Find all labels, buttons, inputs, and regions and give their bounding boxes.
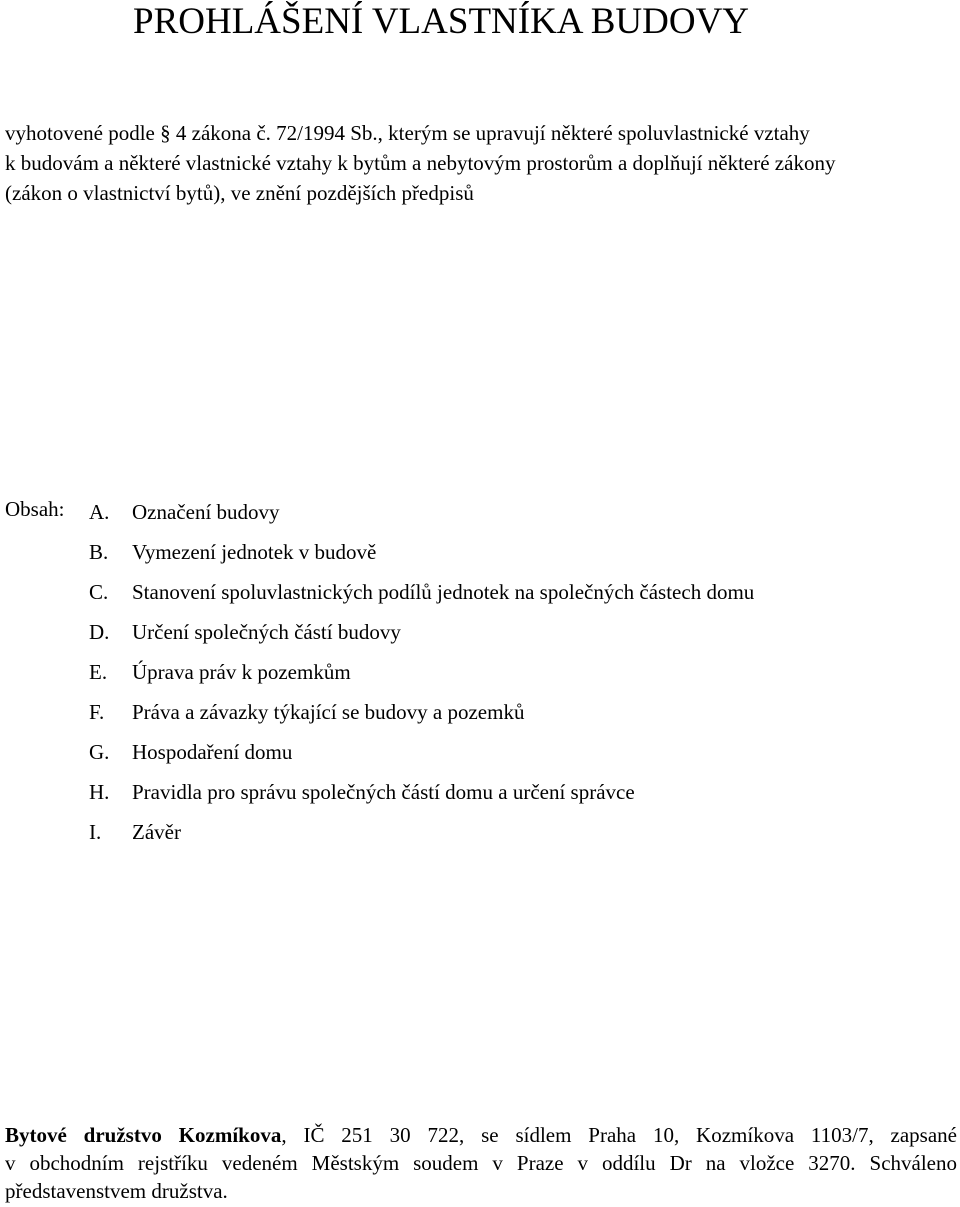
toc-text: Označení budovy [132,500,280,524]
toc-letter: E. [89,660,108,684]
toc-item-e [89,652,754,692]
cooperative-name: Bytové družstvo Kozmíkova [5,1123,282,1147]
footer-line-1 [5,1121,957,1149]
toc-item-i [89,812,754,852]
footer-line-3: představenstvem družstva. [5,1179,228,1203]
toc-item-d [89,612,754,652]
toc-label: Obsah: [5,497,65,521]
document-title: PROHLÁŠENÍ VLASTNÍKA BUDOVY [133,1,750,42]
toc-item-b [89,532,754,572]
toc-text: Hospodaření domu [132,740,293,764]
toc-letter: A. [89,500,110,524]
toc-text: Určení společných částí budovy [132,620,401,644]
toc-item-a [89,492,754,532]
toc-text: Vymezení jednotek v budově [132,540,377,564]
toc-item-f [89,692,754,732]
toc-letter: I. [89,820,102,844]
table-of-contents [89,492,754,852]
intro-line-2: k budovám a některé vlastnické vztahy k bytům a nebytovým prostorům a doplňují některé zákony [5,151,836,175]
toc-letter: H. [89,780,110,804]
toc-letter: F. [89,700,105,724]
toc-item-c [89,572,754,612]
toc-letter: G. [89,740,110,764]
toc-text: Stanovení spoluvlastnických podílů jednotek na společných částech domu [132,580,755,604]
intro-paragraph [5,118,957,208]
toc-text: Pravidla pro správu společných částí domu a určení správce [132,780,635,804]
footer-line-1-rest: , IČ 251 30 722, se sídlem Praha 10, Kozmíkova 1103/7, zapsané [281,1123,957,1147]
toc-letter: D. [89,620,110,644]
footer-paragraph [5,1121,957,1205]
toc-text: Práva a závazky týkající se budovy a pozemků [132,700,525,724]
toc-item-g [89,732,754,772]
intro-line-3: (zákon o vlastnictví bytů), ve znění pozdějších předpisů [5,181,474,205]
footer-line-2: v obchodním rejstříku vedeném Městským soudem v Praze v oddílu Dr na vložce 3270. Schváleno [5,1151,957,1175]
toc-text: Závěr [132,820,181,844]
toc-letter: B. [89,540,109,564]
toc-item-h [89,772,754,812]
intro-line-1: vyhotovené podle § 4 zákona č. 72/1994 Sb., kterým se upravují některé spoluvlastnické vztahy [5,121,810,145]
toc-letter: C. [89,580,109,604]
toc-text: Úprava práv k pozemkům [132,660,351,684]
